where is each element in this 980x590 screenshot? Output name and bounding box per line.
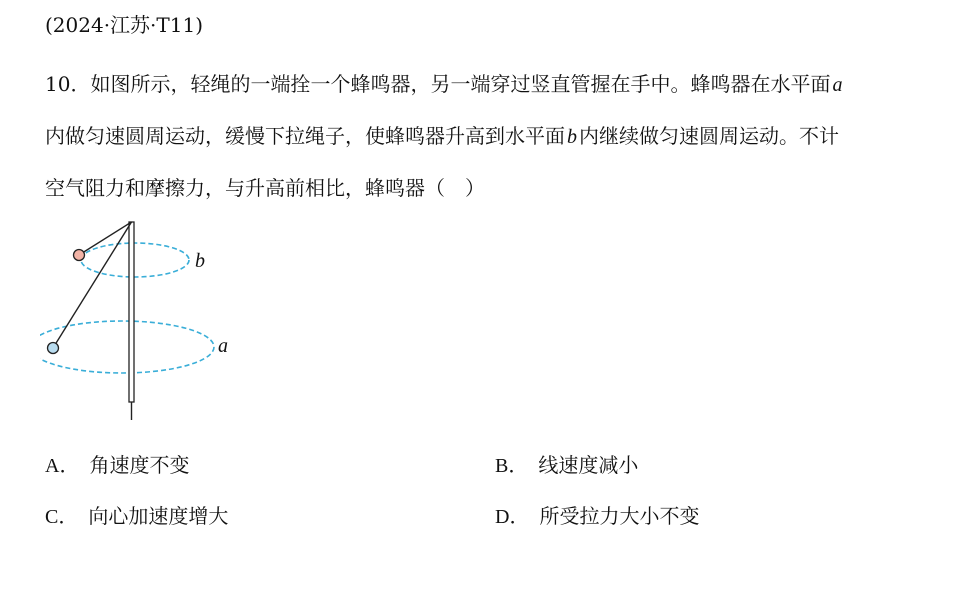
option-d[interactable]: [495, 501, 699, 532]
variable-b: b: [567, 126, 577, 148]
variable-a: a: [832, 74, 843, 96]
option-c-text: 向心加速度增大: [88, 504, 229, 528]
question-line-2-text: 内做匀速圆周运动，缓慢下拉绳子，使蜂鸣器升高到水平面: [45, 124, 565, 148]
buzzer-position-a: [48, 343, 59, 354]
figure-label-b: b: [195, 250, 205, 272]
option-b[interactable]: [495, 450, 638, 481]
option-c[interactable]: [45, 501, 228, 532]
figure-label-a: a: [218, 335, 228, 357]
vertical-tube: [129, 222, 134, 402]
orbit-circle-b: [81, 243, 189, 277]
option-d-letter: D．: [495, 506, 530, 528]
question-text: [45, 58, 950, 214]
option-a-letter: A．: [45, 455, 80, 477]
option-b-text: 线速度减小: [538, 453, 639, 477]
option-b-letter: B．: [495, 455, 529, 477]
buzzer-diagram: [40, 210, 250, 430]
buzzer-position-b: [74, 250, 85, 261]
option-d-text: 所受拉力大小不变: [539, 504, 700, 528]
question-line-2-tail: 内继续做匀速圆周运动。不计: [579, 124, 839, 148]
question-line-1: [45, 58, 950, 110]
orbit-circle-a: [40, 321, 214, 373]
option-a-text: 角速度不变: [89, 453, 190, 477]
question-line-3: 空气阻力和摩擦力，与升高前相比，蜂鸣器（ ）: [45, 176, 485, 200]
option-c-letter: C．: [45, 506, 79, 528]
rope-to-position-a: [53, 222, 132, 348]
rope-to-position-b: [79, 222, 132, 255]
source-tag: (2024·江苏·T11): [45, 13, 204, 37]
question-line-2: [45, 110, 950, 162]
buzzer-diagram-svg: [40, 210, 250, 430]
question-number: 10．: [45, 72, 91, 96]
question-line-1-text: 如图所示，轻绳的一端拴一个蜂鸣器，另一端穿过竖直管握在手中。蜂鸣器在水平面: [90, 72, 831, 96]
option-a[interactable]: [45, 450, 189, 481]
